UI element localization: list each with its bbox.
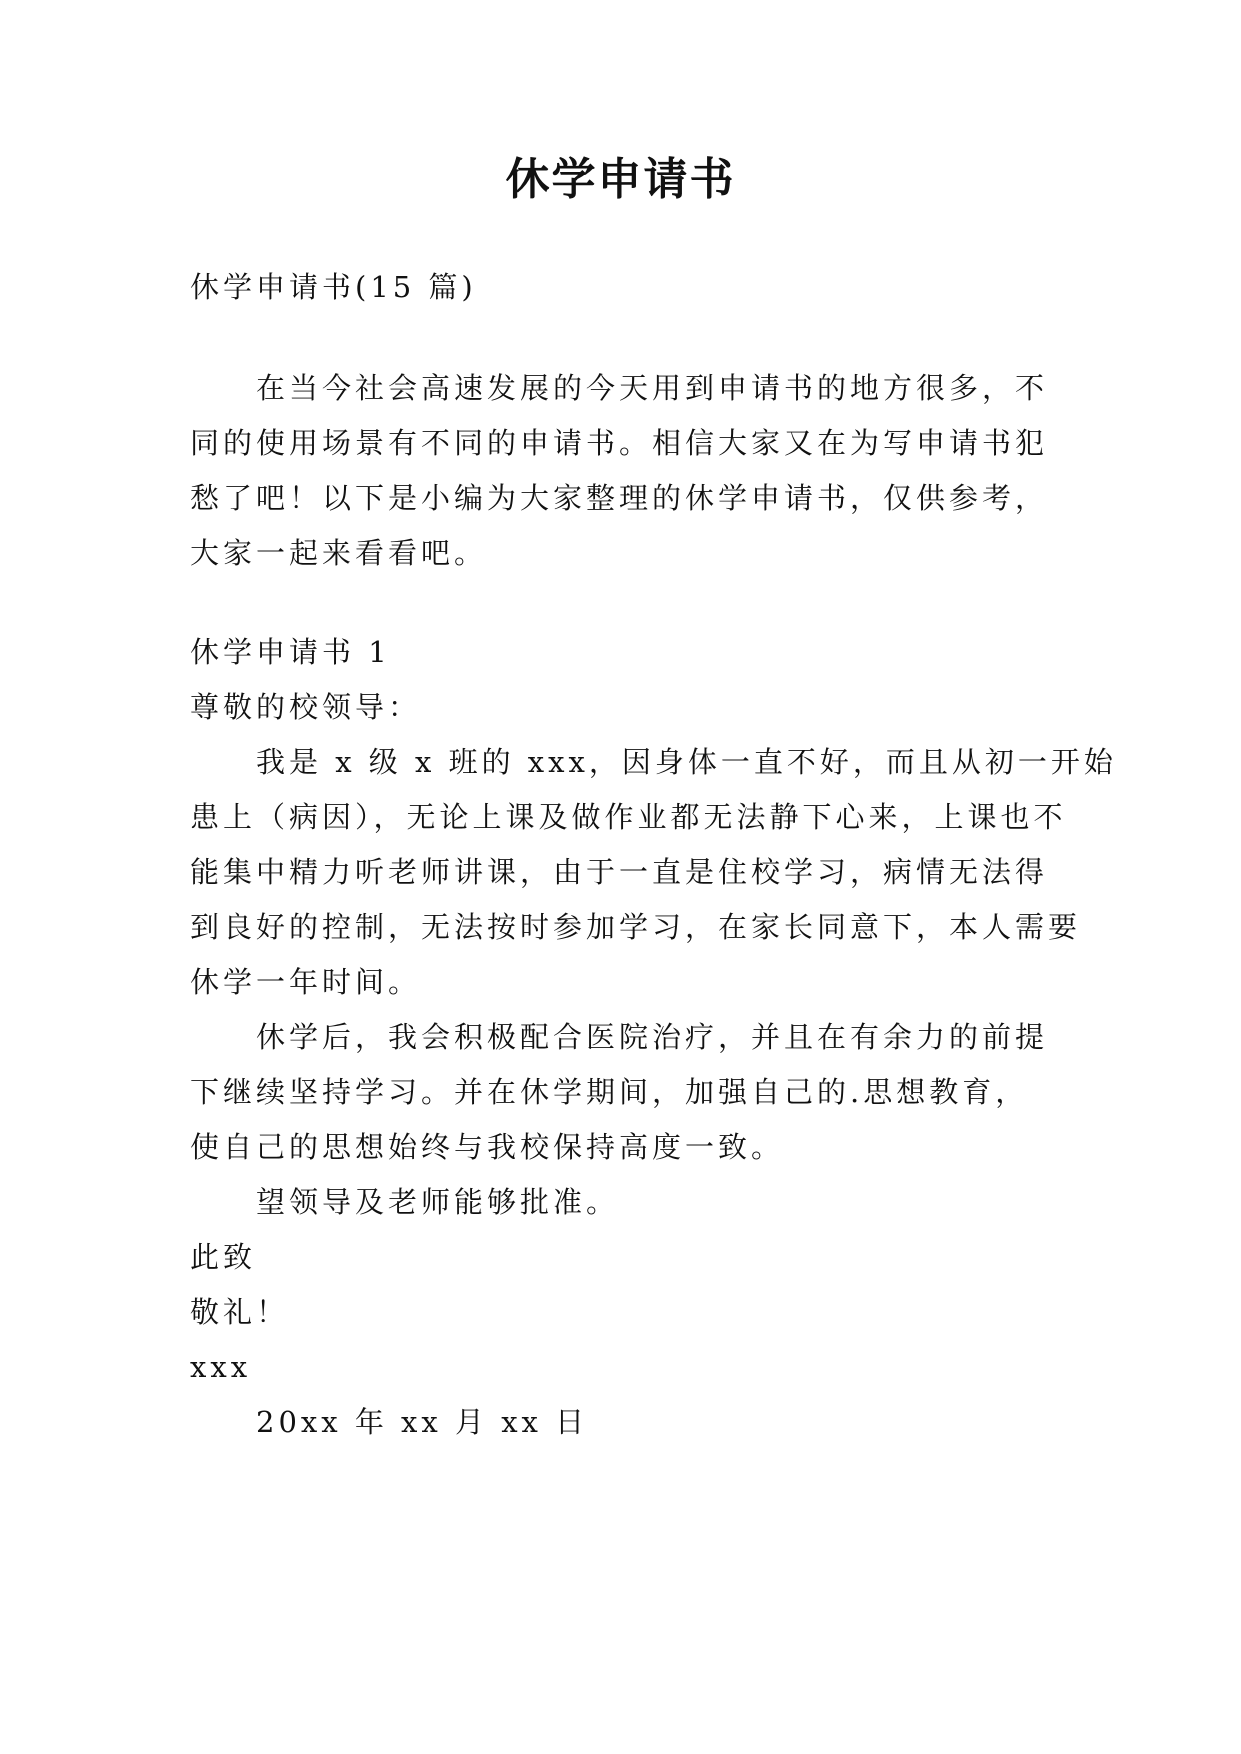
intro-line-3: 愁了吧！以下是小编为大家整理的休学申请书，仅供参考， <box>190 481 1049 515</box>
paragraph1-line-1: 我是 x 级 x 班的 xxx，因身体一直不好，而且从初一开始 <box>256 745 1117 779</box>
date: 20xx 年 xx 月 xx 日 <box>256 1405 589 1439</box>
paragraph2-line-3: 使自己的思想始终与我校保持高度一致。 <box>190 1130 785 1164</box>
intro-line-2: 同的使用场景有不同的申请书。相信大家又在为写申请书犯 <box>190 426 1049 460</box>
paragraph2-line-1: 休学后，我会积极配合医院治疗，并且在有余力的前提 <box>256 1020 1049 1054</box>
closing-ci-zhi: 此致 <box>190 1240 257 1274</box>
paragraph2-line-2: 下继续坚持学习。并在休学期间，加强自己的.思想教育， <box>190 1075 1029 1109</box>
closing-jing-li: 敬礼！ <box>190 1295 290 1329</box>
section-heading: 休学申请书 1 <box>190 635 391 669</box>
document-title: 休学申请书 <box>505 154 736 205</box>
paragraph1-line-3: 能集中精力听老师讲课，由于一直是住校学习，病情无法得 <box>190 855 1049 889</box>
paragraph1-line-2: 患上（病因），无论上课及做作业都无法静下心来，上课也不 <box>190 800 1067 834</box>
intro-line-1: 在当今社会高速发展的今天用到申请书的地方很多，不 <box>256 371 1049 405</box>
salutation: 尊敬的校领导： <box>190 690 422 724</box>
signature: xxx <box>190 1350 252 1384</box>
document-subtitle: 休学申请书(15 篇) <box>190 270 477 304</box>
intro-line-4: 大家一起来看看吧。 <box>190 536 488 570</box>
paragraph1-line-4: 到良好的控制，无法按时参加学习，在家长同意下，本人需要 <box>190 910 1082 944</box>
paragraph3-line-1: 望领导及老师能够批准。 <box>256 1185 620 1219</box>
paragraph1-line-5: 休学一年时间。 <box>190 965 422 999</box>
